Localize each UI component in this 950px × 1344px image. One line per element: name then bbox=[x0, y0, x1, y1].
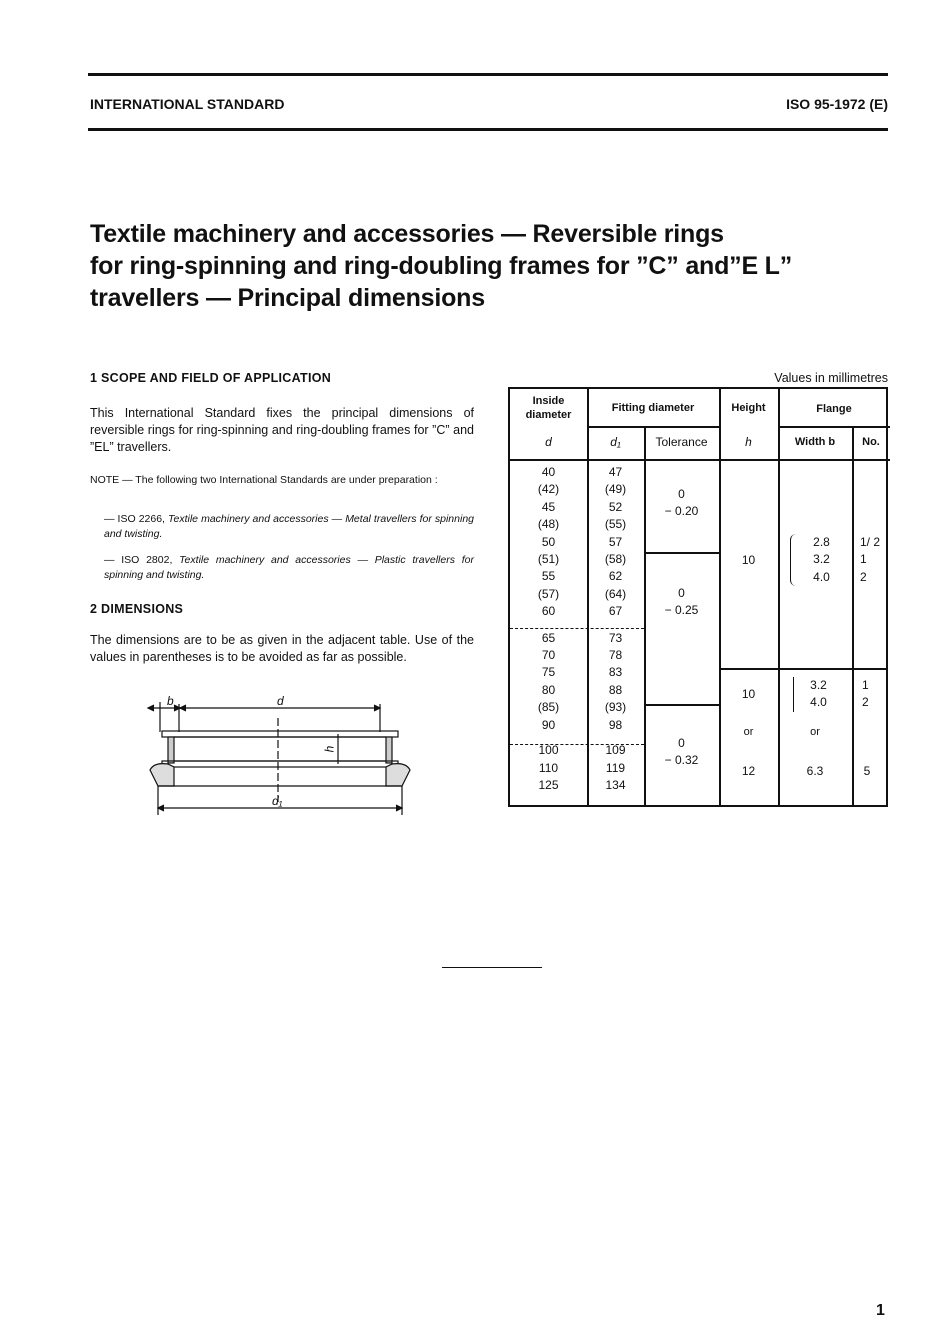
nos-group1 bbox=[852, 534, 896, 586]
tol-upper: 0 bbox=[678, 586, 685, 600]
table-cell: (48) bbox=[537, 517, 560, 532]
dimensions-table bbox=[508, 387, 888, 807]
label-h: h bbox=[322, 745, 337, 753]
ref-iso-2802 bbox=[90, 553, 474, 583]
width-value: 4.0 bbox=[810, 695, 827, 710]
tol-lower: − 0.20 bbox=[664, 504, 699, 519]
tolerance-2 bbox=[644, 585, 719, 620]
col-fitting-diameter: Fitting diameter bbox=[611, 402, 695, 414]
table-cell: 47 bbox=[608, 465, 623, 479]
table-cell: 90 bbox=[541, 717, 556, 732]
header-right: ISO 95-1972 (E) bbox=[786, 96, 888, 112]
no-value: 2 bbox=[862, 695, 869, 710]
table-cell: 125 bbox=[538, 777, 559, 792]
height-group2: 10 bbox=[741, 687, 756, 701]
section2-heading: 2 DIMENSIONS bbox=[90, 602, 184, 616]
no-value: 2 bbox=[860, 569, 867, 584]
table-cell: 98 bbox=[608, 717, 623, 732]
height-or: or bbox=[743, 726, 754, 738]
no-value: 1/ 2 bbox=[860, 535, 881, 549]
title-line: Textile machinery and accessories — Reversible rings bbox=[90, 220, 724, 248]
table-cell: (42) bbox=[537, 482, 560, 497]
table-cell: 67 bbox=[608, 604, 623, 619]
ring-figure bbox=[140, 690, 420, 820]
title-line: travellers — Principal dimensions bbox=[90, 284, 485, 312]
ref-iso-2266 bbox=[90, 512, 474, 542]
table-cell: (93) bbox=[604, 700, 627, 715]
units-note: Values in millimetres bbox=[774, 371, 888, 385]
no-5: 5 bbox=[863, 764, 871, 778]
col-height: Height bbox=[731, 402, 766, 414]
table-cell: 83 bbox=[608, 665, 623, 680]
tol-upper: 0 bbox=[678, 736, 685, 750]
col-d: d bbox=[545, 435, 552, 449]
ref-title: Textile machinery and accessories — Plastic travellers for spinning and twisting. bbox=[104, 554, 474, 581]
width-value: 4.0 bbox=[813, 569, 830, 584]
page-number: 1 bbox=[876, 1302, 885, 1319]
height-12: 12 bbox=[741, 764, 756, 778]
width-value: 3.2 bbox=[810, 678, 827, 692]
section2-body: The dimensions are to be as given in the adjacent table. Use of the values in parentheses is to be avoided as far as possible. bbox=[90, 633, 474, 664]
section1-body: This International Standard fixes the principal dimensions of reversible rings for ring-spinning and ring-doubling frames for ”C” and ”EL” travellers. bbox=[90, 406, 474, 454]
ref-prefix: — ISO 2802, bbox=[104, 554, 180, 566]
table-cell: 52 bbox=[608, 499, 623, 514]
col-tolerance: Tolerance bbox=[655, 435, 708, 449]
col-no: No. bbox=[862, 436, 880, 448]
widths-group1 bbox=[790, 534, 852, 586]
table-cell: 62 bbox=[608, 569, 623, 584]
table-cell: 110 bbox=[538, 760, 559, 775]
no-value: 1 bbox=[862, 678, 869, 692]
tolerance-3 bbox=[644, 735, 719, 770]
table-cell: 60 bbox=[541, 604, 556, 619]
col-h: h bbox=[745, 435, 752, 449]
col-inside-diameter: Inside diameter bbox=[525, 395, 572, 421]
table-cell: (49) bbox=[604, 482, 627, 497]
table-cell: 119 bbox=[605, 760, 626, 775]
nos-group2 bbox=[852, 677, 896, 712]
table-cell: (55) bbox=[604, 517, 627, 532]
table-cell: (57) bbox=[537, 586, 560, 601]
label-d: d bbox=[277, 694, 284, 708]
label-b: b bbox=[167, 694, 174, 708]
note: NOTE — The following two International Standards are under preparation : bbox=[90, 474, 438, 486]
col-flange: Flange bbox=[816, 403, 852, 415]
tol-lower: − 0.32 bbox=[664, 753, 699, 768]
top-rule bbox=[88, 73, 888, 76]
ref-prefix: — ISO 2266, bbox=[104, 513, 169, 525]
end-rule bbox=[442, 967, 542, 968]
col-width-b: Width b bbox=[794, 436, 836, 448]
table-cell: 65 bbox=[541, 630, 556, 645]
table-cell: (64) bbox=[604, 586, 627, 601]
col-d1: d₁ bbox=[610, 435, 621, 449]
table-cell: 109 bbox=[605, 743, 626, 758]
no-value: 1 bbox=[860, 552, 867, 567]
table-cell: (58) bbox=[604, 552, 627, 567]
label-d1: d₁ bbox=[272, 794, 283, 808]
width-6-3: 6.3 bbox=[806, 764, 824, 778]
width-value: 2.8 bbox=[813, 535, 830, 549]
table-cell: 57 bbox=[608, 534, 623, 549]
height-group1: 10 bbox=[741, 553, 756, 567]
table-cell: (85) bbox=[537, 700, 560, 715]
table-cell: 134 bbox=[605, 777, 626, 792]
tolerance-1 bbox=[644, 486, 719, 521]
tol-upper: 0 bbox=[678, 487, 685, 501]
table-cell: 50 bbox=[541, 534, 556, 549]
table-cell: 100 bbox=[538, 743, 559, 758]
d-values bbox=[510, 464, 587, 794]
table-cell: 55 bbox=[541, 569, 556, 584]
flange-or: or bbox=[810, 726, 820, 738]
tol-lower: − 0.25 bbox=[664, 603, 699, 618]
title-line: for ring-spinning and ring-doubling frames for ”C” and”E L” bbox=[90, 252, 793, 280]
widths-group2 bbox=[793, 677, 843, 712]
table-cell: 70 bbox=[541, 648, 556, 663]
width-value: 3.2 bbox=[813, 552, 830, 567]
table-cell: 88 bbox=[608, 682, 623, 697]
table-cell: 78 bbox=[608, 648, 623, 663]
header-rule bbox=[88, 128, 888, 131]
header-left: INTERNATIONAL STANDARD bbox=[90, 96, 285, 112]
ref-title: Textile machinery and accessories — Metal travellers for spinning and twisting. bbox=[104, 513, 474, 540]
d1-values bbox=[587, 464, 644, 794]
table-cell: 73 bbox=[608, 630, 623, 645]
table-cell: (51) bbox=[537, 552, 560, 567]
table-cell: 75 bbox=[541, 665, 556, 680]
table-cell: 45 bbox=[541, 499, 556, 514]
table-cell: 40 bbox=[541, 465, 556, 479]
table-cell: 80 bbox=[541, 682, 556, 697]
document-title bbox=[90, 218, 890, 314]
section1-heading: 1 SCOPE AND FIELD OF APPLICATION bbox=[90, 371, 332, 385]
